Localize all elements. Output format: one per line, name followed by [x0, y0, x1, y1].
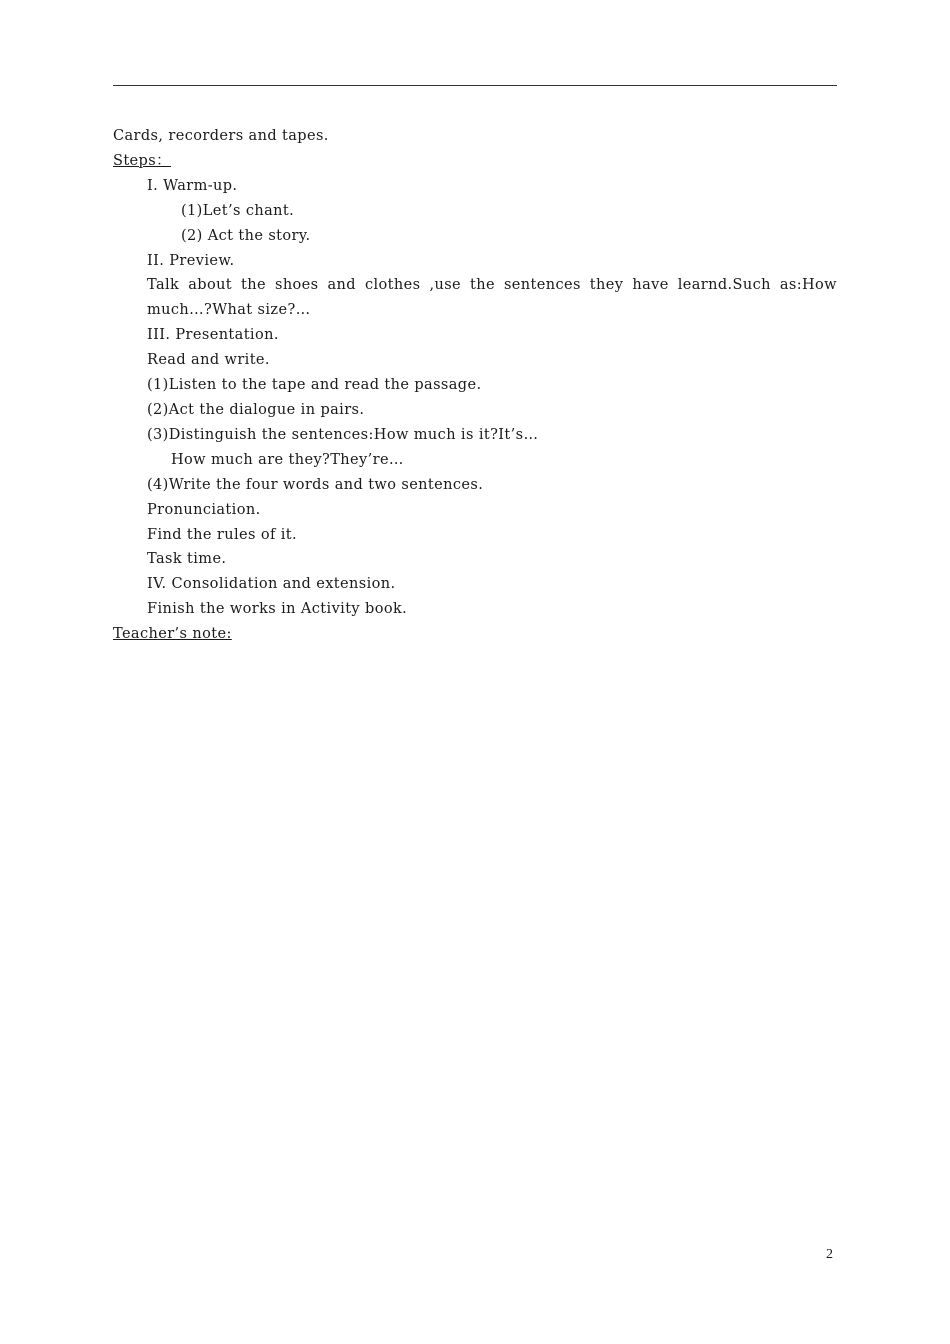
substep-distinguish: (3)Distinguish the sentences:How much is it?It’s… — [147, 426, 539, 443]
page-number: 2 — [826, 1247, 833, 1262]
pronunciation-line: Pronunciation. — [147, 501, 261, 518]
teachers-note-heading: Teacher’s note: — [113, 626, 232, 643]
substep-chant: (1)Let’s chant. — [181, 202, 295, 219]
substep-listen: (1)Listen to the tape and read the passage. — [147, 377, 482, 394]
read-write-line: Read and write. — [147, 352, 270, 369]
substep-act-story: (2) Act the story. — [181, 227, 311, 244]
task-time-line: Task time. — [147, 551, 227, 568]
substep-distinguish-cont: How much are they?They’re… — [171, 451, 404, 468]
substep-dialogue: (2)Act the dialogue in pairs. — [147, 401, 365, 418]
substep-write: (4)Write the four words and two sentences. — [147, 476, 484, 493]
preview-text: Talk about the shoes and clothes ,use the sentences they have learnd.Such as:How much…?What size?… — [147, 277, 837, 319]
step-presentation: III. Presentation. — [147, 327, 279, 344]
materials-line: Cards, recorders and tapes. — [113, 128, 329, 144]
step-consolidation: IV. Consolidation and extension. — [147, 576, 396, 593]
step-warmup: I. Warm-up. — [147, 177, 238, 194]
document-body — [113, 124, 837, 647]
steps-heading: Steps： — [113, 152, 171, 169]
header-rule — [113, 85, 837, 86]
activity-book-line: Finish the works in Activity book. — [147, 601, 408, 618]
rules-line: Find the rules of it. — [147, 526, 298, 543]
step-preview: II. Preview. — [147, 252, 235, 269]
